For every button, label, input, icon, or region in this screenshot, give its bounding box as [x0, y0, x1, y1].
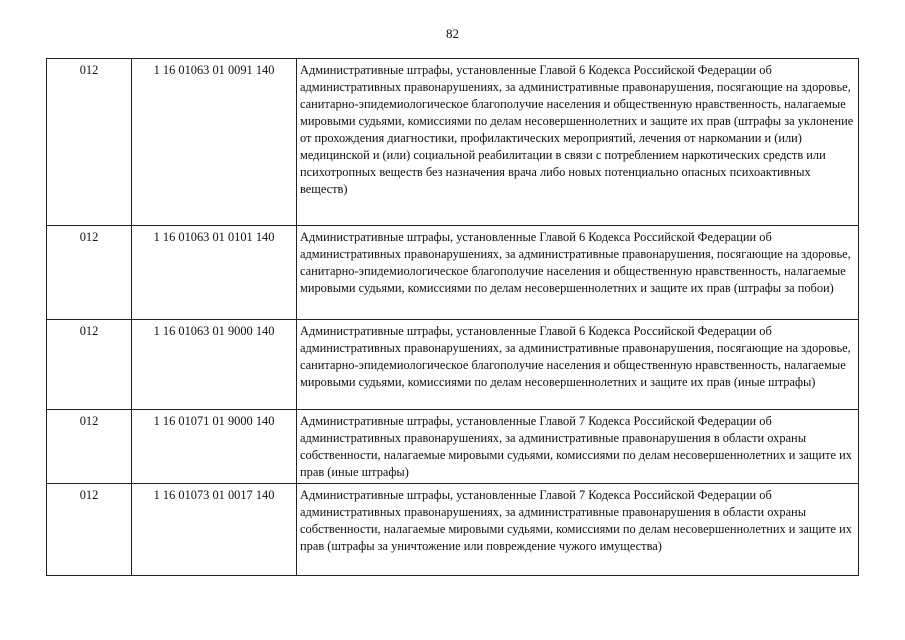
- table-row: [47, 484, 859, 576]
- administrator-code-cell: 012: [47, 410, 132, 484]
- administrator-code-cell: 012: [47, 320, 132, 410]
- income-code-cell: 1 16 01063 01 0101 140: [132, 226, 297, 320]
- administrator-code-cell: 012: [47, 59, 132, 226]
- page-number: 82: [446, 26, 459, 41]
- income-code-cell: 1 16 01063 01 9000 140: [132, 320, 297, 410]
- table-row: [47, 59, 859, 226]
- income-name-cell: Административные штрафы, установленные Главой 7 Кодекса Российской Федерации об административных правонарушениях, за административные правонарушения в области охраны собственности, налагаемые мировыми судьями, комиссиями по делам несовершеннолетних и защите их прав (штрафы за уничтожение или повреждение чужого имущества): [297, 484, 859, 576]
- income-name-cell: Административные штрафы, установленные Главой 6 Кодекса Российской Федерации об административных правонарушениях, за административные правонарушения, посягающие на здоровье, санитарно-эпидемиологическое благополучие населения и общественную нравственность, налагаемые мировыми судьями, комиссиями по делам несовершеннолетних и защите их прав (штрафы за побои): [297, 226, 859, 320]
- table-row: [47, 410, 859, 484]
- administrator-code-cell: 012: [47, 484, 132, 576]
- table-row: [47, 320, 859, 410]
- budget-classification-table: [46, 58, 859, 576]
- income-name-cell: Административные штрафы, установленные Главой 7 Кодекса Российской Федерации об административных правонарушениях, за административные правонарушения в области охраны собственности, налагаемые мировыми судьями, комиссиями по делам несовершеннолетних и защите их прав (иные штрафы): [297, 410, 859, 484]
- income-name-cell: Административные штрафы, установленные Главой 6 Кодекса Российской Федерации об административных правонарушениях, за административные правонарушения, посягающие на здоровье, санитарно-эпидемиологическое благополучие населения и общественную нравственность, налагаемые мировыми судьями, комиссиями по делам несовершеннолетних и защите их прав (иные штрафы): [297, 320, 859, 410]
- income-code-cell: 1 16 01073 01 0017 140: [132, 484, 297, 576]
- income-name-cell: Административные штрафы, установленные Главой 6 Кодекса Российской Федерации об административных правонарушениях, за административные правонарушения, посягающие на здоровье, санитарно-эпидемиологическое благополучие населения и общественную нравственность, налагаемые мировыми судьями, комиссиями по делам несовершеннолетних и защите их прав (штрафы за уклонение от прохождения диагностики, профилактических мероприятий, лечения от наркомании и (или) медицинской и (или) социальной реабилитации в связи с потреблением наркотических средств или психотропных веществ без назначения врача либо новых потенциально опасных психоактивных веществ): [297, 59, 859, 226]
- table-row: [47, 226, 859, 320]
- income-code-cell: 1 16 01063 01 0091 140: [132, 59, 297, 226]
- income-code-cell: 1 16 01071 01 9000 140: [132, 410, 297, 484]
- administrator-code-cell: 012: [47, 226, 132, 320]
